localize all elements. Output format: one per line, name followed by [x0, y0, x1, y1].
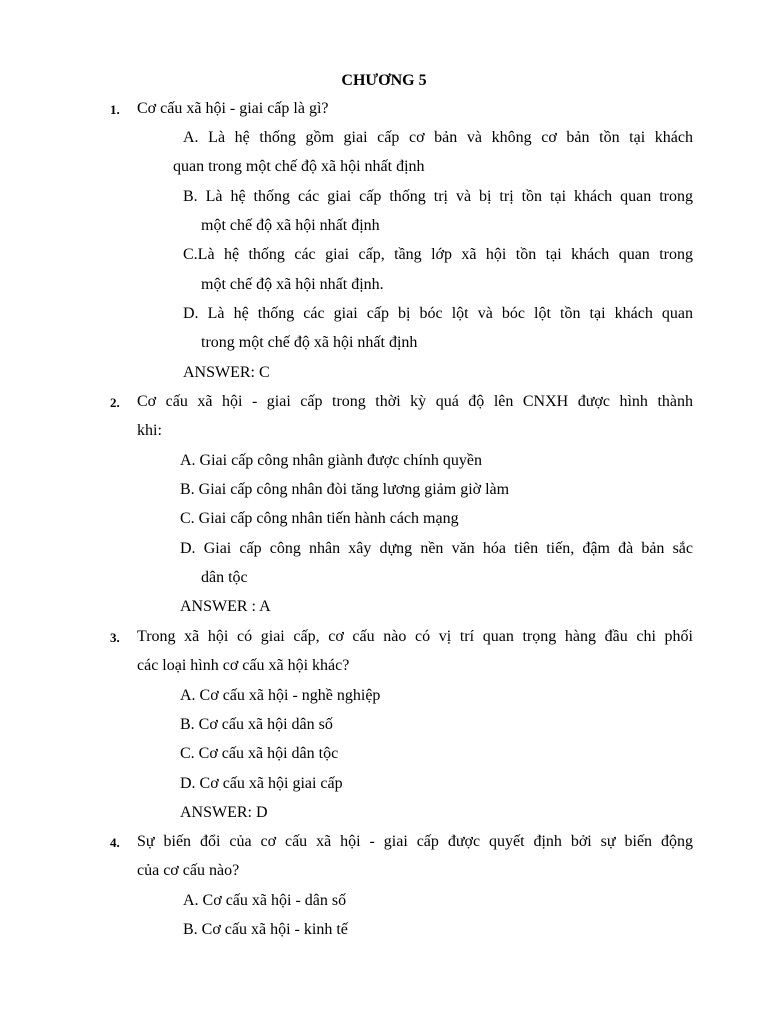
question-1-answer: ANSWER: C: [183, 364, 270, 381]
question-2-option-a: A. Giai cấp công nhân giành được chính quyền: [180, 452, 482, 469]
question-3-option-b: B. Cơ cấu xã hội dân số: [180, 716, 333, 733]
question-3-number: 3.: [110, 630, 120, 645]
question-3-option-a: A. Cơ cấu xã hội - nghề nghiệp: [180, 687, 381, 704]
question-4-option-b: B. Cơ cấu xã hội - kinh tế: [183, 921, 348, 938]
question-1-option-c-line-2: một chế độ xã hội nhất định.: [201, 276, 384, 293]
question-3-option-d: D. Cơ cấu xã hội giai cấp: [180, 775, 343, 792]
question-1-option-d-line-2: trong một chế độ xã hội nhất định: [201, 334, 418, 351]
question-2-option-c: C. Giai cấp công nhân tiến hành cách mạng: [180, 510, 459, 527]
question-4-number: 4.: [110, 835, 120, 850]
question-1-option-c-line-1: C.Là hệ thống các giai cấp, tầng lớp xã hội tồn tại khách quan trong: [183, 246, 693, 263]
question-2-answer: ANSWER : A: [180, 598, 271, 615]
question-3-text-line-1: Trong xã hội có giai cấp, cơ cấu nào có vị trí quan trọng hàng đầu chi phối: [137, 628, 693, 645]
question-2-option-b: B. Giai cấp công nhân đòi tăng lương giảm giờ làm: [180, 481, 510, 498]
question-1-option-b-line-2: một chế độ xã hội nhất định: [201, 217, 380, 234]
question-1-option-b-line-1: B. Là hệ thống các giai cấp thống trị và bị trị tồn tại khách quan trong: [183, 188, 693, 205]
question-3-answer: ANSWER: D: [180, 804, 268, 821]
question-2-option-d-line-2: dân tộc: [201, 569, 248, 586]
question-2-option-d-line-1: D. Giai cấp công nhân xây dựng nền văn hóa tiên tiến, đậm đà bản sắc: [180, 540, 693, 557]
question-4-text-line-1: Sự biến đổi của cơ cấu xã hội - giai cấp được quyết định bởi sự biến động: [137, 833, 693, 850]
question-2-text-line-2: khi:: [137, 422, 162, 439]
question-1-option-a-line-1: A. Là hệ thống gồm giai cấp cơ bản và không cơ bản tồn tại khách: [183, 129, 693, 146]
question-2-text-line-1: Cơ cấu xã hội - giai cấp trong thời kỳ quá độ lên CNXH được hình thành: [137, 393, 693, 410]
question-3-option-c: C. Cơ cấu xã hội dân tộc: [180, 745, 339, 762]
question-1-option-a-line-2: quan trong một chế độ xã hội nhất định: [173, 158, 425, 175]
question-2-number: 2.: [110, 395, 120, 410]
question-4-text-line-2: của cơ cấu nào?: [137, 862, 240, 879]
question-1-number: 1.: [110, 102, 120, 117]
question-3-text-line-2: các loại hình cơ cấu xã hội khác?: [137, 657, 350, 674]
question-1-option-d-line-1: D. Là hệ thống các giai cấp bị bóc lột và bóc lột tồn tại khách quan: [183, 305, 693, 322]
chapter-title: CHƯƠNG 5: [341, 72, 427, 89]
question-4-option-a: A. Cơ cấu xã hội - dân số: [183, 892, 347, 909]
question-1-text: Cơ cấu xã hội - giai cấp là gì?: [137, 100, 329, 117]
